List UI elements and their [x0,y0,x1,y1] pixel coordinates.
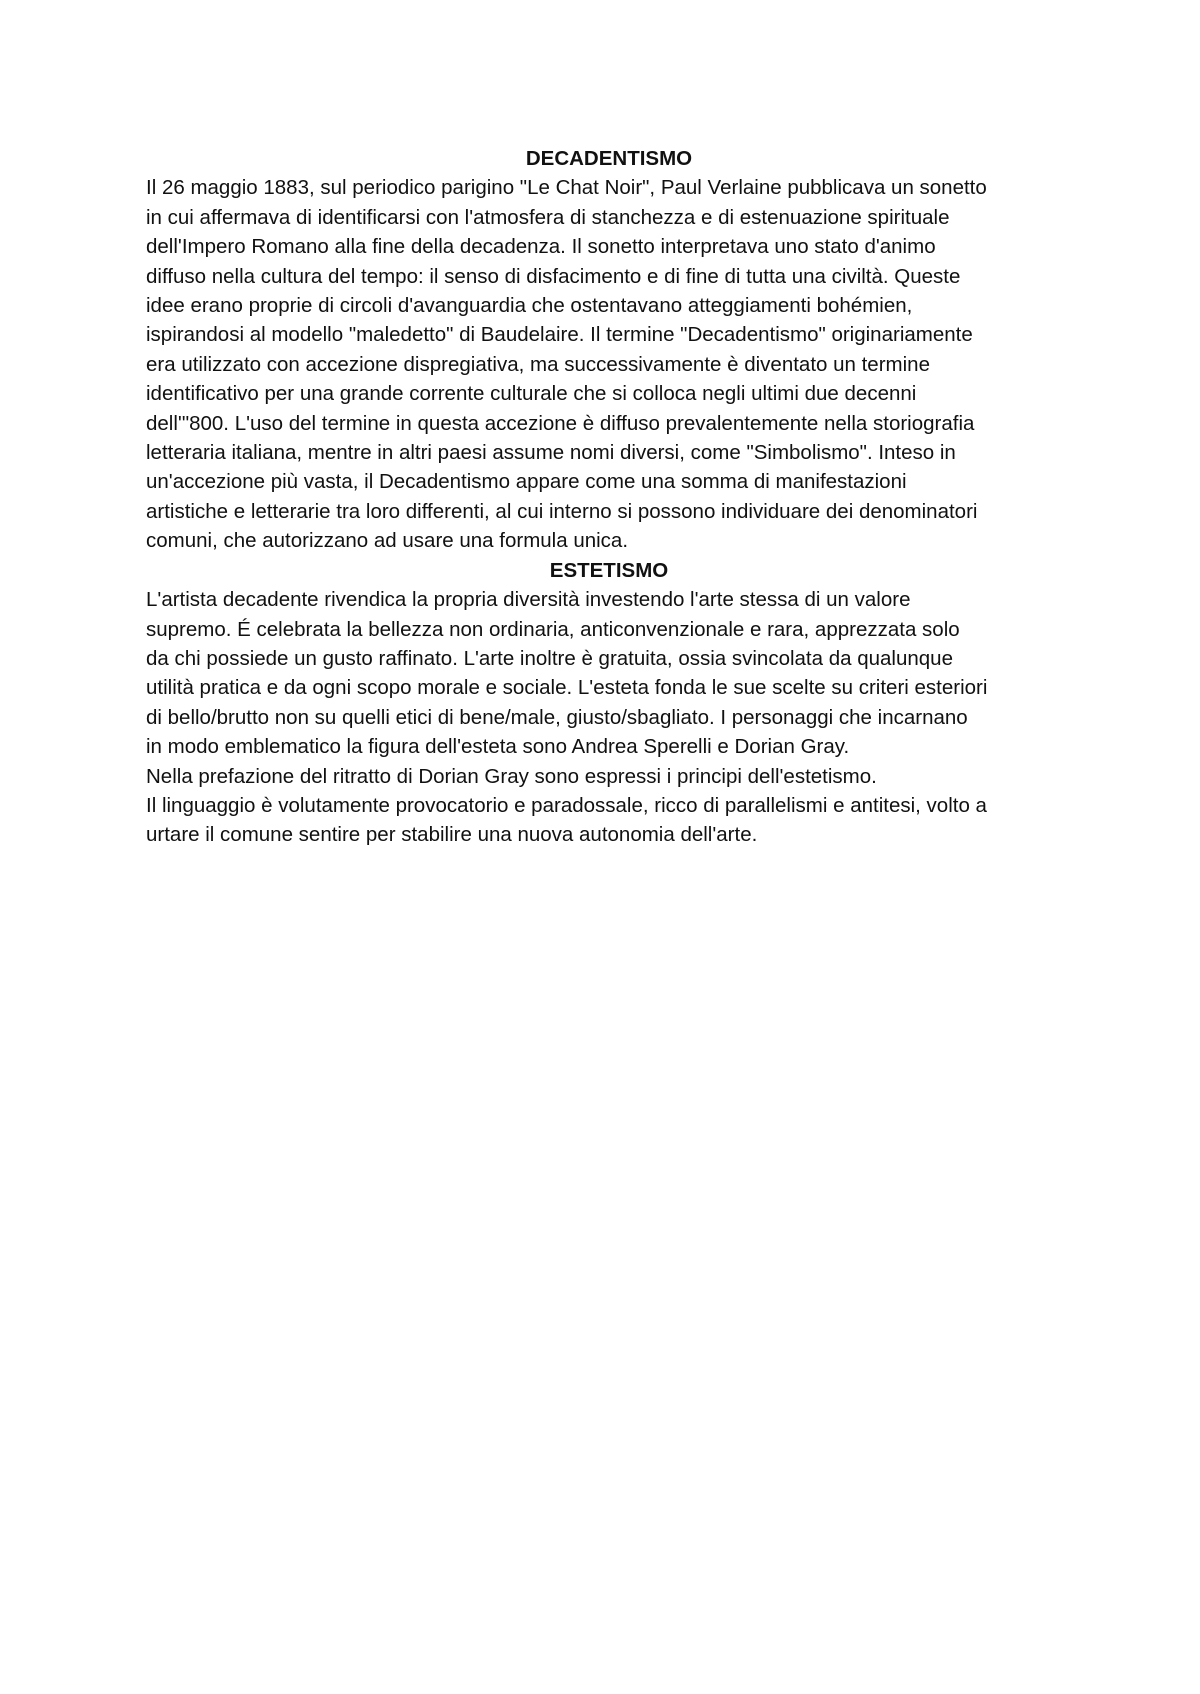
paragraph-line: artistiche e letterarie tra loro differenti, al cui interno si possono individuare dei denominatori [146,499,978,523]
paragraph-line: Il linguaggio è volutamente provocatorio e paradossale, ricco di parallelismi e antitesi, volto a [146,793,987,817]
paragraph-line: Nella prefazione del ritratto di Dorian Gray sono espressi i principi dell'estetismo. [146,764,877,788]
paragraph-line: da chi possiede un gusto raffinato. L'arte inoltre è gratuita, ossia svincolata da qualunque [146,646,953,670]
paragraph-line: letteraria italiana, mentre in altri paesi assume nomi diversi, come "Simbolismo". Inteso in [146,441,956,465]
paragraph-line: comuni, che autorizzano ad usare una formula unica. [146,529,629,553]
paragraph-line: Il 26 maggio 1883, sul periodico parigino "Le Chat Noir", Paul Verlaine pubblicava un sonetto [146,176,987,200]
section-title-decadentismo: DECADENTISMO [525,147,693,170]
paragraph-line: dell'Impero Romano alla fine della decadenza. Il sonetto interpretava uno stato d'animo [146,235,936,259]
paragraph-line: idee erano proprie di circoli d'avanguardia che ostentavano atteggiamenti bohémien, [146,294,913,318]
paragraph-line: supremo. É celebrata la bellezza non ordinaria, anticonvenzionale e rara, apprezzata solo [146,617,960,641]
paragraph-line: in modo emblematico la figura dell'esteta sono Andrea Sperelli e Dorian Gray. [146,735,850,759]
paragraph-line: utilità pratica e da ogni scopo morale e sociale. L'esteta fonda le sue scelte su criteri esteriori [146,676,988,700]
paragraph-line: dell'"800. L'uso del termine in questa accezione è diffuso prevalentemente nella storiografia [146,411,975,435]
paragraph-estetismo [146,585,1072,850]
paragraph-line: un'accezione più vasta, il Decadentismo appare come una somma di manifestazioni [146,470,907,494]
paragraph-line: identificativo per una grande corrente culturale che si colloca negli ultimi due decenni [146,382,917,406]
paragraph-line: urtare il comune sentire per stabilire una nuova autonomia dell'arte. [146,823,758,847]
paragraph-line: era utilizzato con accezione dispregiativa, ma successivamente è diventato un termine [146,352,930,376]
paragraph-line: in cui affermava di identificarsi con l'atmosfera di stanchezza e di estenuazione spirituale [146,205,950,229]
paragraph-line: di bello/brutto non su quelli etici di bene/male, giusto/sbagliato. I personaggi che incarnano [146,705,968,729]
paragraph-line: ispirandosi al modello "maledetto" di Baudelaire. Il termine "Decadentismo" originariamente [146,323,973,347]
paragraph-line: diffuso nella cultura del tempo: il senso di disfacimento e di fine di tutta una civiltà. Queste [146,264,961,288]
section-title-estetismo: ESTETISMO [549,558,669,582]
paragraph-decadentismo [146,173,1072,555]
paragraph-line: L'artista decadente rivendica la propria diversità investendo l'arte stessa di un valore [146,588,911,612]
document-page [146,144,1072,850]
